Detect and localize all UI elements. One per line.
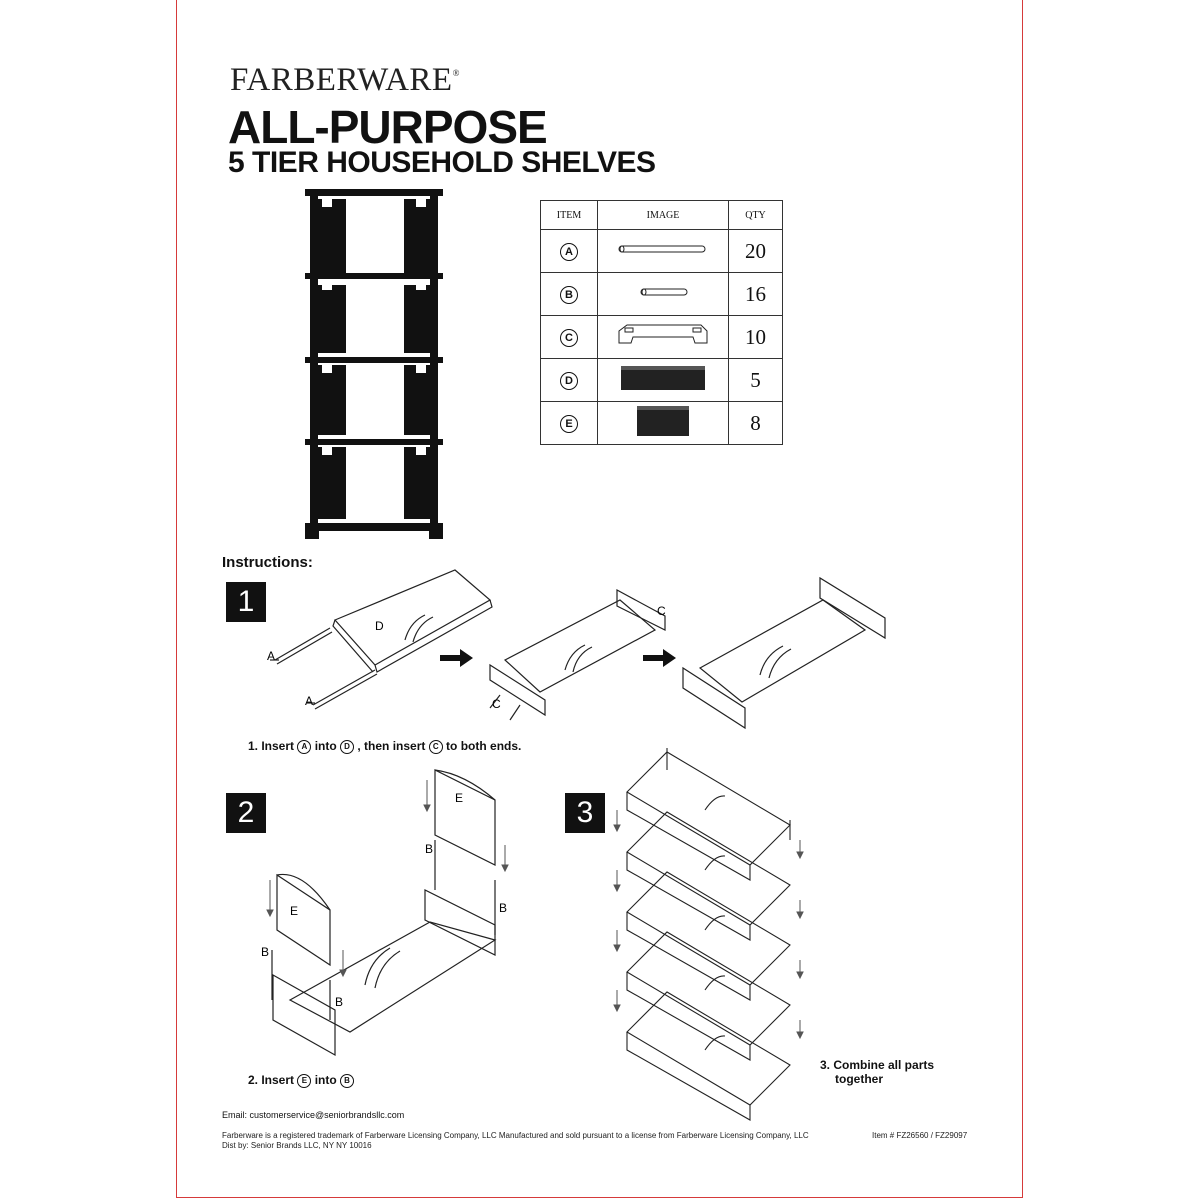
product-subtitle: 5 TIER HOUSEHOLD SHELVES	[228, 146, 656, 179]
item-qty: 8	[729, 402, 783, 445]
item-letter: E	[560, 415, 578, 433]
column-header: ITEM	[541, 201, 598, 230]
label-e: E	[455, 791, 464, 805]
step-2-caption: 2. Insert E into B	[248, 1073, 354, 1088]
column-header: QTY	[729, 201, 783, 230]
shelf-product-image	[300, 185, 460, 545]
instructions-heading: Instructions:	[222, 554, 313, 571]
short-rod-icon	[613, 282, 713, 302]
brand-logo: FARBERWARE®	[230, 62, 460, 98]
item-letter: C	[560, 329, 578, 347]
shelf-panel-icon	[613, 362, 713, 394]
table-row	[541, 316, 783, 359]
label-c: C	[657, 604, 666, 618]
item-qty: 10	[729, 316, 783, 359]
item-qty: 20	[729, 230, 783, 273]
parts-table	[540, 200, 783, 445]
step-3-number: 3	[565, 793, 605, 833]
label-b: B	[335, 995, 344, 1009]
trademark-notice: Farberware is a registered trademark of Farberware Licensing Company, LLC Manufactured and sold pursuant to a license from Farberware Licensing Company, LLC	[222, 1131, 809, 1140]
table-row	[541, 359, 783, 402]
step-2-diagram	[255, 760, 535, 1060]
step-3-diagram	[605, 740, 815, 1130]
label-c: C	[492, 697, 501, 711]
step-1-number: 1	[226, 582, 266, 622]
table-row	[541, 273, 783, 316]
step-2-number: 2	[226, 793, 266, 833]
connector-icon	[613, 321, 713, 349]
step-1-caption: 1. Insert A into D , then insert C to both ends.	[248, 739, 522, 753]
distributor-line: Dist by: Senior Brands LLC, NY NY 10016	[222, 1141, 372, 1150]
long-rod-icon	[613, 239, 713, 259]
item-qty: 5	[729, 359, 783, 402]
label-e: E	[290, 904, 299, 918]
table-header-row	[541, 201, 783, 230]
label-a: A	[305, 694, 314, 708]
table-row	[541, 402, 783, 445]
label-b: B	[425, 842, 434, 856]
support-email: Email: customerservice@seniorbrandsllc.com	[222, 1110, 405, 1120]
label-b: B	[499, 901, 508, 915]
step-3-caption: 3. Combine all parts together	[820, 1058, 935, 1086]
item-letter: B	[560, 286, 578, 304]
column-header: IMAGE	[598, 201, 729, 230]
step-1-diagram	[255, 560, 905, 740]
label-d: D	[375, 619, 384, 633]
product-title: ALL-PURPOSE	[228, 101, 547, 153]
item-number: Item # FZ26560 / FZ29097	[872, 1131, 968, 1140]
item-qty: 16	[729, 273, 783, 316]
item-letter: A	[560, 243, 578, 261]
item-letter: D	[560, 372, 578, 390]
table-row	[541, 230, 783, 273]
side-panel-icon	[613, 403, 713, 439]
label-a: A	[267, 649, 276, 663]
label-b: B	[261, 945, 270, 959]
